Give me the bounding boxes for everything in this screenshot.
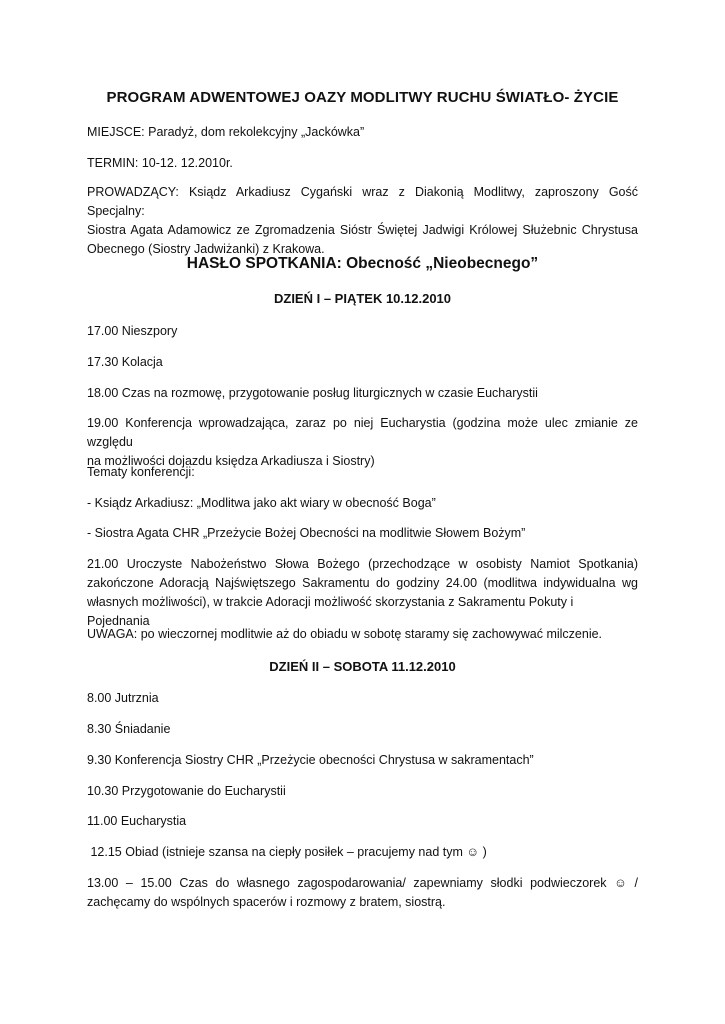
day1-item-conversation: 18.00 Czas na rozmowę, przygotowanie posług liturgicznych w czasie Eucharystii (87, 386, 538, 400)
day2-free-time-line-1: 13.00 – 15.00 Czas do własnego zagospodarowania/ zapewniamy słodki podwieczorek ☺ / (87, 876, 638, 890)
day2-item-preparation: 10.30 Przygotowanie do Eucharystii (87, 784, 286, 798)
leaders-line-3: Obecnego (Siostry Jadwiżanki) z Krakowa. (87, 242, 325, 256)
day1-heading: DZIEŃ I – PIĄTEK 10.12.2010 (273, 291, 452, 306)
day1-topics-label: Tematy konferencji: (87, 465, 195, 479)
day1-service-line-1: 21.00 Uroczyste Nabożeństwo Słowa Bożego (przechodzące w osobisty Namiot Spotkania) (87, 557, 638, 571)
leaders-line-1: PROWADZĄCY: Ksiądz Arkadiusz Cygański wraz z Diakonią Modlitwy, zaproszony Gość Specjalny: (87, 185, 638, 218)
day1-service-line-3: własnych możliwości), w trakcie Adoracji możliwość skorzystania z Sakramentu Pokuty i Pojednania (87, 595, 574, 628)
day2-item-lunch: 12.15 Obiad (istnieje szansa na ciepły posiłek – pracujemy nad tym ☺ ) (87, 845, 487, 859)
day1-note: UWAGA: po wieczornej modlitwie aż do obiadu w sobotę staramy się zachowywać milczenie. (87, 627, 603, 641)
day2-heading: DZIEŃ II – SOBOTA 11.12.2010 (269, 659, 456, 674)
day1-conference-line-1: 19.00 Konferencja wprowadzająca, zaraz po niej Eucharystia (godzina może ulec zmianie ze względu (87, 416, 638, 449)
day2-item-breakfast: 8.30 Śniadanie (87, 722, 171, 736)
document-title: PROGRAM ADWENTOWEJ OAZY MODLITWY RUCHU ŚWIATŁO- ŻYCIE (106, 89, 619, 106)
day2-item-free-time (87, 874, 638, 912)
day1-item-service (87, 555, 638, 631)
leaders-paragraph (87, 183, 638, 259)
day1-conference-line-2: na możliwości dojazdu księdza Arkadiusza i Siostry) (87, 454, 375, 468)
day2-item-eucharist: 11.00 Eucharystia (87, 814, 187, 828)
day2-item-conference: 9.30 Konferencja Siostry CHR „Przeżycie obecności Chrystusa w sakramentach” (87, 753, 534, 767)
day1-service-line-2: zakończone Adoracją Najświętszego Sakramentu do godziny 24.00 (modlitwa indywidualna wg (87, 576, 638, 590)
location-line: MIEJSCE: Paradyż, dom rekolekcyjny „Jackówka” (87, 125, 365, 139)
date-line: TERMIN: 10-12. 12.2010r. (87, 156, 233, 170)
day1-item-supper: 17.30 Kolacja (87, 355, 163, 369)
meeting-motto: HASŁO SPOTKANIA: Obecność „Nieobecnego” (186, 255, 539, 272)
day1-topic-2: - Siostra Agata CHR „Przeżycie Bożej Obecności na modlitwie Słowem Bożym” (87, 526, 526, 540)
day2-item-lauds: 8.00 Jutrznia (87, 691, 159, 705)
day1-topic-1: - Ksiądz Arkadiusz: „Modlitwa jako akt wiary w obecność Boga” (87, 496, 436, 510)
day2-free-time-line-2: zachęcamy do wspólnych spacerów i rozmowy z bratem, siostrą. (87, 895, 446, 909)
day1-item-vespers: 17.00 Nieszpory (87, 324, 178, 338)
leaders-line-2: Siostra Agata Adamowicz ze Zgromadzenia Sióstr Świętej Jadwigi Królowej Służebnic Chrystusa (87, 223, 638, 237)
